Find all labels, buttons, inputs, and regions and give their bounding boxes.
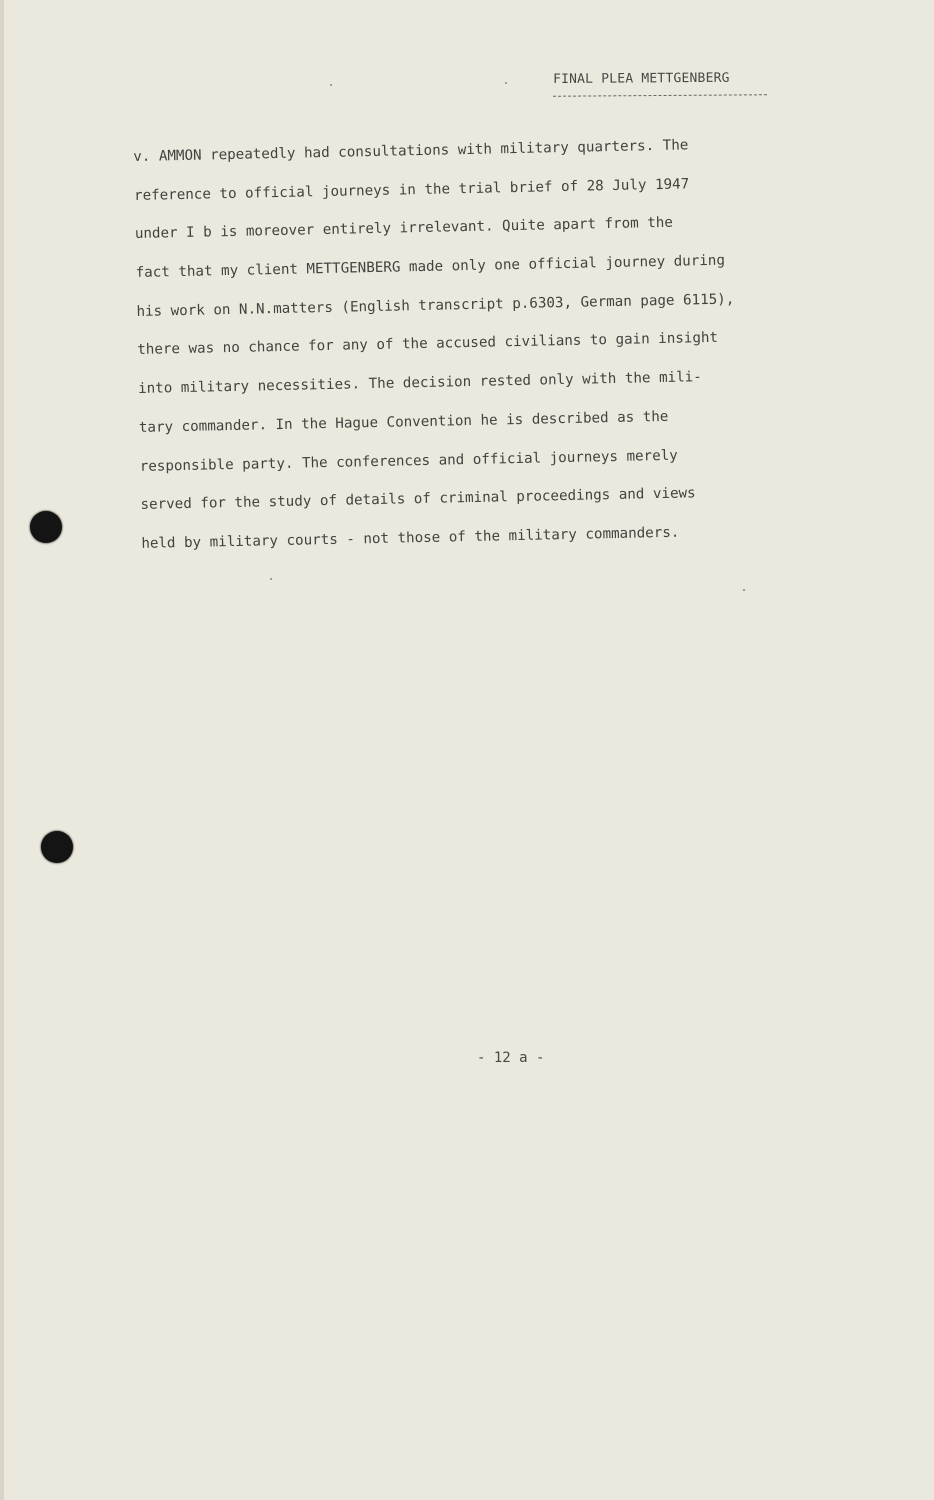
paper-speck (743, 589, 745, 591)
text-line: into military necessities. The decision rested only with the mili- (137, 369, 702, 398)
text-line: fact that my client METTGENBERG made only one official journey during (135, 252, 726, 282)
body-text (133, 131, 832, 571)
text-line: responsible party. The conferences and official journeys merely (139, 447, 678, 475)
page-edge (0, 0, 4, 1500)
text-line: tary commander. In the Hague Convention he is described as the (138, 408, 669, 436)
paper-speck (270, 578, 272, 580)
document-header-title: FINAL PLEA METTGENBERG (553, 70, 730, 87)
text-line: his work on N.N.matters (English transcript p.6303, German page 6115), (136, 291, 735, 320)
text-line: held by military courts - not those of the military commanders. (141, 524, 680, 552)
text-line: reference to official journeys in the trial brief of 28 July 1947 (133, 176, 690, 204)
paper-speck (330, 84, 332, 86)
punch-hole (30, 511, 62, 543)
punch-hole (41, 831, 73, 863)
paper-speck (505, 82, 507, 84)
page-number: - 12 a - (477, 1050, 545, 1066)
header-underline (553, 94, 767, 96)
text-line: v. AMMON repeatedly had consultations with military quarters. The (133, 137, 689, 165)
text-line: there was no chance for any of the accused civilians to gain insight (137, 330, 719, 359)
text-line: under I b is moreover entirely irrelevant. Quite apart from the (134, 215, 674, 243)
text-line: served for the study of details of criminal proceedings and views (140, 485, 696, 514)
